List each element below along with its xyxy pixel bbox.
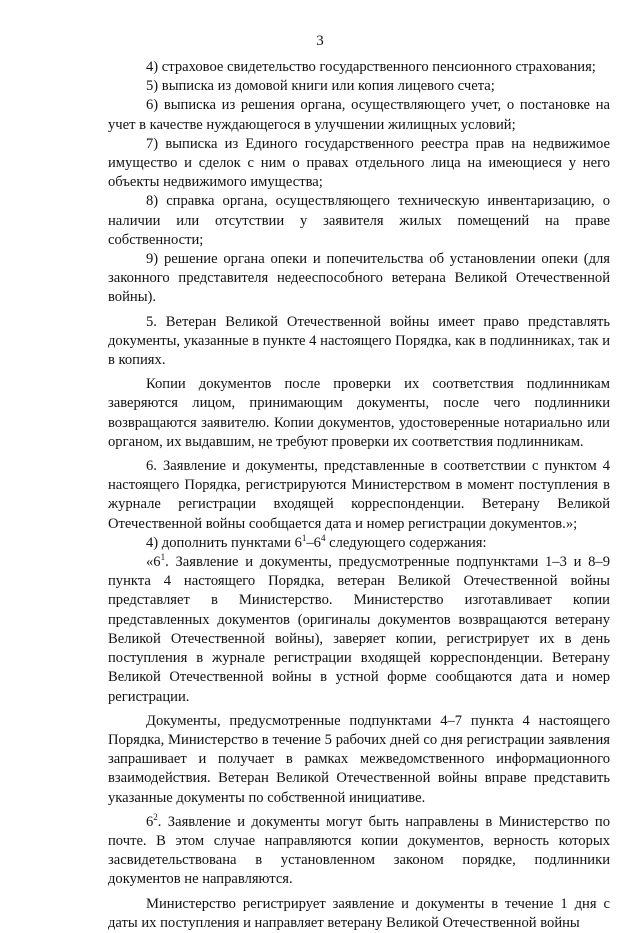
clause-6-2 (108, 813, 610, 890)
superscript: 1 (160, 552, 166, 563)
text-part: 4) дополнить пунктами 6 (146, 534, 302, 551)
text-part: следующего содержания: (325, 534, 487, 551)
clause-5: 5. Ветеран Великой Отечественной войны имеет право представлять документы, указанные в пункте 4 настоящего Порядка, как в подлинниках, так и в копиях. (108, 313, 610, 369)
text-part: . Заявление и документы могут быть направлены в Министерство по почте. В этом случае направляются копии документов, верность которых засвидетельствована в установленном законом порядке, подлинники документов не направляются. (108, 813, 610, 888)
text-part: . Заявление и документы, предусмотренные подпунктами 1–3 и 8–9 пункта 4 настоящего Порядка, ветеран Великой Отечественной войны представляет в Министерство. Министерство изготавливает копии представленных документов (оригиналы документов возвращаются ветерану Великой Отечественной войны), заверяет копии, регистрирует их в день поступления в журнале регистрации входящей корреспонденции. Ветерану Великой Отечественной войны в устной форме сообщаются дата и номер регистрации. (108, 554, 610, 705)
text-part: 6 (146, 813, 154, 830)
item-7-property-registry-extract: 7) выписка из Единого государственного реестра прав на недвижимое имущество и сделок с ним о правах отдельного лица на имеющиеся у него объекты недвижимого имущества; (108, 135, 610, 191)
text-part: «6 (146, 554, 161, 571)
copies-paragraph: Копии документов после проверки их соответствия подлинникам заверяются лицом, принимающим документы, после чего подлинники возвращаются заявителю. Копии документов, удостоверенные нотариально или органом, их выдавшим, не требуют проверки их соответствия подлинникам. (108, 376, 610, 450)
superscript: 2 (153, 811, 158, 822)
superscript: 1 (301, 533, 307, 544)
superscript: 4 (320, 533, 326, 544)
clause-6: 6. Заявление и документы, представленные в соответствии с пунктом 4 настоящего Порядка, регистрируются Министерством в момент поступления в журнале регистрации входящей корреспонденции. Ветерану Великой Отечественной войны сообщается дата и номер регистрации документов.»; (108, 458, 610, 532)
document-body (108, 58, 610, 933)
documents-paragraph: Документы, предусмотренные подпунктами 4–7 пункта 4 настоящего Порядка, Министерство в течение 5 рабочих дней со дня регистрации заявления запрашивает и получает в рамках межведомственного информационного взаимодействия. Ветеран Великой Отечественной войны вправе представить указанные документы по собственной инициативе. (108, 712, 610, 806)
ministry-registers-paragraph: Министерство регистрирует заявление и документы в течение 1 дня с даты их поступления и направляет ветерану Великой Отечественной войны (108, 895, 610, 931)
page-number: 3 (316, 33, 324, 49)
item-5-house-book-extract: 5) выписка из домовой книги или копия лицевого счета; (146, 78, 495, 95)
item-8-inventory-certificate: 8) справка органа, осуществляющего техническую инвентаризацию, о наличии или отсутствии у заявителя жилых помещений на праве собственности; (108, 193, 610, 248)
clause-6-1 (108, 553, 610, 707)
amendment-4 (108, 534, 610, 553)
text-part: –6 (306, 534, 321, 551)
item-4-pension-certificate: 4) страховое свидетельство государственного пенсионного страхования; (146, 59, 596, 75)
item-9-guardianship-decision: 9) решение органа опеки и попечительства об установлении опеки (для законного представителя недееспособного ветерана Великой Отечественной войны). (108, 251, 610, 306)
item-6-registration-extract: 6) выписка из решения органа, осуществляющего учет, о постановке на учет в качестве нуждающегося в улучшении жилищных условий; (108, 97, 610, 133)
